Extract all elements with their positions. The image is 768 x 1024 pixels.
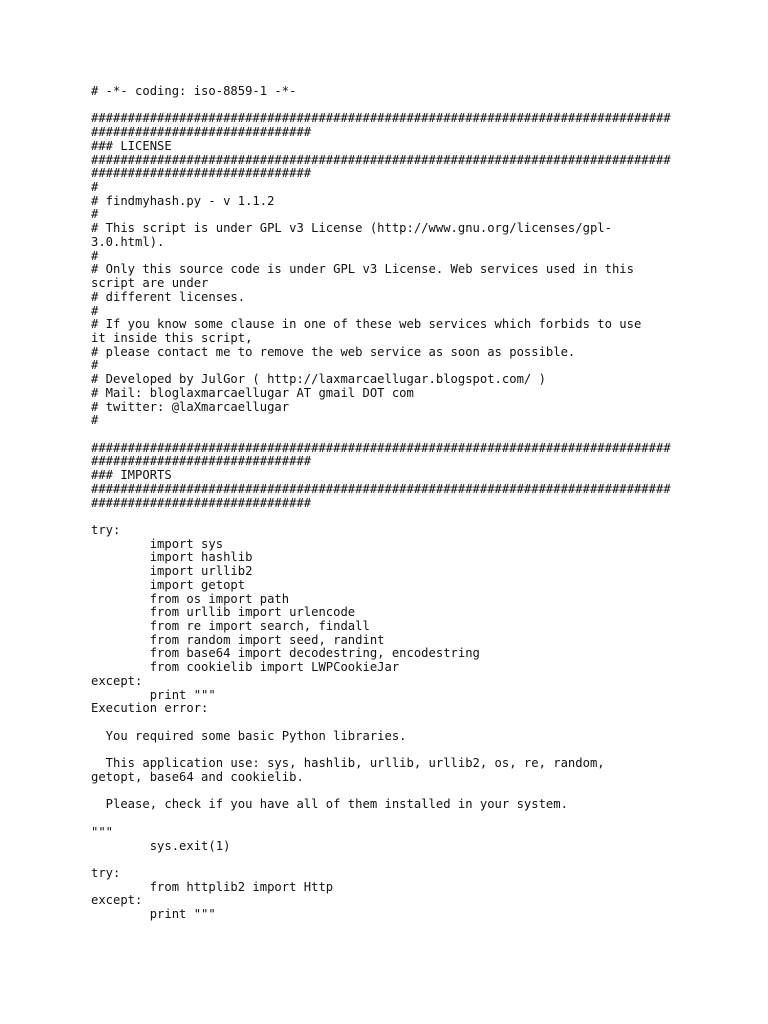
code-line: # -*- coding: iso-8859-1 -*- [91, 84, 297, 98]
code-line: import getopt [91, 577, 246, 592]
code-line [91, 716, 691, 730]
code-line [91, 99, 691, 113]
code-line: ### IMPORTS [91, 468, 172, 483]
code-line: 3.0.html). [91, 234, 165, 249]
code-line: ############################################################################### [91, 152, 671, 167]
code-line: # Mail: bloglaxmarcaellugar AT gmail DOT com [91, 385, 414, 400]
code-line: try: [91, 523, 121, 537]
code-line: Please, check if you have all of them installed in your system. [91, 797, 568, 812]
code-line [91, 510, 691, 524]
code-line: getopt, base64 and cookielib. [91, 769, 304, 784]
code-line: from re import search, findall [91, 619, 370, 634]
code-line: ### LICENSE [91, 138, 172, 153]
code-line: # twitter: @laXmarcaellugar [91, 399, 290, 414]
code-line: except: [91, 893, 143, 908]
code-line [91, 744, 691, 758]
code-line [91, 785, 691, 799]
code-line: # [91, 413, 99, 428]
code-document [91, 85, 691, 922]
code-line: from os import path [91, 591, 290, 606]
code-line: from cookielib import LWPCookieJar [91, 660, 400, 675]
code-line: print """ [91, 687, 216, 702]
code-line: import urllib2 [91, 564, 253, 579]
code-line: ############################################################################### [91, 481, 671, 496]
code-line: ############################## [91, 166, 312, 181]
code-line: ############################## [91, 125, 312, 140]
code-line: # [91, 303, 99, 318]
code-line [91, 812, 691, 826]
code-line: from random import seed, randint [91, 632, 385, 647]
code-line: from urllib import urlencode [91, 605, 356, 620]
code-line: # [91, 358, 99, 373]
code-line: # If you know some clause in one of these web services which forbids to use [91, 317, 642, 332]
code-line: """ [91, 824, 114, 839]
code-line: from base64 import decodestring, encodestring [91, 646, 480, 661]
code-line: print """ [91, 907, 216, 922]
code-line: script are under [91, 276, 209, 291]
code-line: ############################################################################### [91, 440, 671, 455]
code-line: ############################################################################### [91, 111, 671, 126]
code-line: # please contact me to remove the web service as soon as possible. [91, 344, 576, 359]
code-line: import hashlib [91, 550, 253, 565]
code-line: try: [91, 865, 121, 880]
code-line: # different licenses. [91, 289, 246, 304]
code-line: # [91, 248, 99, 263]
code-line: import sys [91, 536, 224, 551]
code-line: Execution error: [91, 701, 209, 716]
code-line: # Developed by JulGor ( http://laxmarcaellugar.blogspot.com/ ) [91, 372, 546, 387]
code-line: sys.exit(1) [91, 838, 231, 853]
code-line [91, 853, 691, 867]
code-line: # [91, 180, 99, 195]
code-line: # findmyhash.py - v 1.1.2 [91, 193, 275, 208]
code-line [91, 428, 691, 442]
code-line: # Only this source code is under GPL v3 License. Web services used in this [91, 262, 634, 277]
code-line: ############################## [91, 495, 312, 510]
code-line: from httplib2 import Http [91, 879, 334, 894]
code-line: # This script is under GPL v3 License (http://www.gnu.org/licenses/gpl- [91, 221, 612, 236]
code-line: it inside this script, [91, 330, 253, 345]
code-line: You required some basic Python libraries. [91, 728, 407, 743]
code-line: ############################## [91, 454, 312, 469]
code-line: except: [91, 673, 143, 688]
code-line: This application use: sys, hashlib, urllib, urllib2, os, re, random, [91, 756, 605, 771]
code-line: # [91, 207, 99, 222]
